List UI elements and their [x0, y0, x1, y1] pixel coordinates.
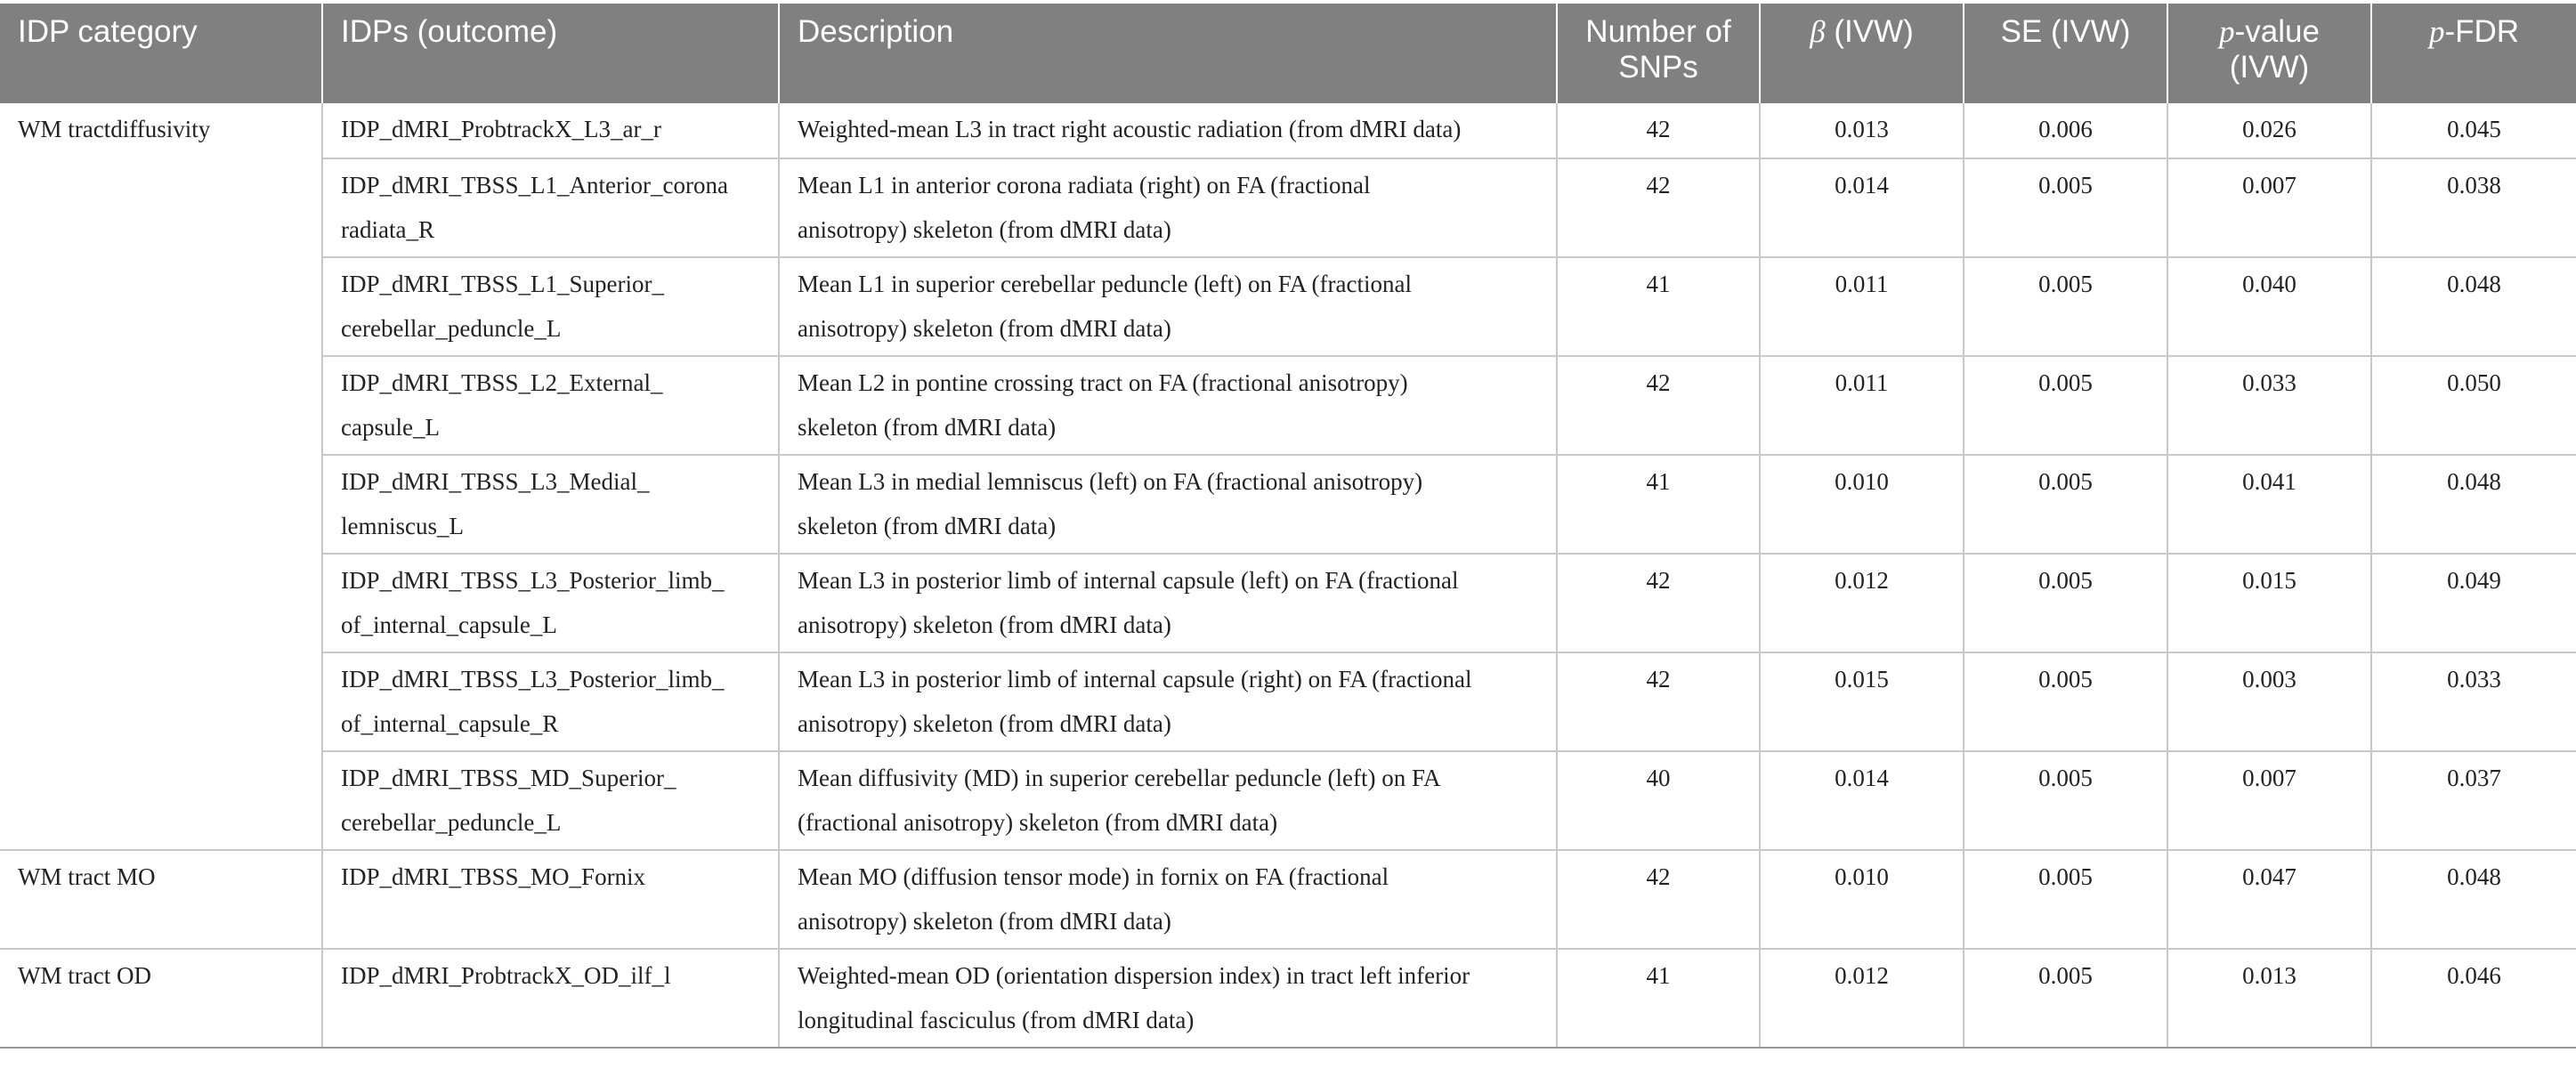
outcome-line-2: of_internal_capsule_L	[341, 611, 557, 638]
se-cell: 0.005	[1964, 949, 2167, 1048]
outcome-cell	[322, 850, 779, 949]
table-row	[0, 455, 2576, 554]
outcome-line-1: IDP_dMRI_TBSS_MO_Fornix	[341, 863, 646, 890]
se-cell: 0.005	[1964, 850, 2167, 949]
description-cell	[779, 257, 1557, 356]
se-cell: 0.005	[1964, 356, 2167, 455]
description-line-2: longitudinal fasciculus (from dMRI data)	[798, 1007, 1195, 1033]
snps-cell: 40	[1557, 751, 1760, 850]
p-fdr-cell: 0.049	[2371, 554, 2576, 652]
outcome-cell	[322, 949, 779, 1048]
description-cell	[779, 356, 1557, 455]
se-cell: 0.005	[1964, 554, 2167, 652]
description-line-1: Mean L3 in posterior limb of internal capsule (left) on FA (fractional	[798, 567, 1459, 594]
snps-cell: 42	[1557, 850, 1760, 949]
table-row	[0, 652, 2576, 751]
description-cell	[779, 158, 1557, 257]
header-number-of-snps: Number of SNPs	[1557, 4, 1760, 103]
p-fdr-cell: 0.048	[2371, 850, 2576, 949]
description-line-1: Mean L3 in posterior limb of internal capsule (right) on FA (fractional	[798, 666, 1472, 692]
description-line-2: anisotropy) skeleton (from dMRI data)	[798, 315, 1171, 342]
description-line-2: anisotropy) skeleton (from dMRI data)	[798, 216, 1171, 243]
description-cell	[779, 652, 1557, 751]
outcome-line-1: IDP_dMRI_TBSS_L1_Anterior_corona	[341, 172, 728, 198]
table-header	[0, 4, 2576, 103]
table-row	[0, 103, 2576, 158]
snps-cell: 42	[1557, 652, 1760, 751]
header-se-ivw: SE (IVW)	[1964, 4, 2167, 103]
p-fdr-cell: 0.050	[2371, 356, 2576, 455]
beta-cell: 0.010	[1760, 455, 1964, 554]
table-row	[0, 356, 2576, 455]
description-line-1: Mean L1 in anterior corona radiata (right) on FA (fractional	[798, 172, 1371, 198]
description-line-1: Mean diffusivity (MD) in superior cerebellar peduncle (left) on FA	[798, 765, 1441, 791]
category-cell: WM tractdiffusivity	[0, 103, 322, 850]
p-fdr-cell: 0.037	[2371, 751, 2576, 850]
snps-cell: 42	[1557, 356, 1760, 455]
p-fdr-cell: 0.038	[2371, 158, 2576, 257]
se-cell: 0.006	[1964, 103, 2167, 158]
description-line-1: Mean L1 in superior cerebellar peduncle (left) on FA (fractional	[798, 271, 1412, 297]
description-line-2: anisotropy) skeleton (from dMRI data)	[798, 611, 1171, 638]
beta-cell: 0.012	[1760, 554, 1964, 652]
snps-cell: 41	[1557, 949, 1760, 1048]
description-line-1: Weighted-mean L3 in tract right acoustic radiation (from dMRI data)	[798, 116, 1462, 142]
table-row	[0, 158, 2576, 257]
snps-cell: 42	[1557, 158, 1760, 257]
beta-cell: 0.011	[1760, 356, 1964, 455]
outcome-cell	[322, 652, 779, 751]
header-description: Description	[779, 4, 1557, 103]
p-value-cell: 0.007	[2167, 751, 2371, 850]
p-value-cell: 0.033	[2167, 356, 2371, 455]
description-cell	[779, 751, 1557, 850]
table-row	[0, 554, 2576, 652]
outcome-line-2: lemniscus_L	[341, 513, 464, 539]
results-table	[0, 4, 2576, 1049]
p-value-cell: 0.040	[2167, 257, 2371, 356]
outcome-line-1: IDP_dMRI_TBSS_L2_External_	[341, 369, 663, 396]
p-fdr-cell: 0.033	[2371, 652, 2576, 751]
table-row	[0, 949, 2576, 1048]
p-value-cell: 0.007	[2167, 158, 2371, 257]
se-cell: 0.005	[1964, 158, 2167, 257]
beta-cell: 0.011	[1760, 257, 1964, 356]
description-line-1: Mean L3 in medial lemniscus (left) on FA (fractional anisotropy)	[798, 468, 1423, 495]
description-cell	[779, 850, 1557, 949]
description-cell	[779, 949, 1557, 1048]
p-value-cell: 0.047	[2167, 850, 2371, 949]
category-cell: WM tract MO	[0, 850, 322, 949]
snps-cell: 42	[1557, 554, 1760, 652]
table-row	[0, 257, 2576, 356]
p-fdr-cell: 0.046	[2371, 949, 2576, 1048]
p-value-cell: 0.003	[2167, 652, 2371, 751]
p-fdr-cell: 0.048	[2371, 257, 2576, 356]
p-fdr-cell: 0.048	[2371, 455, 2576, 554]
se-cell: 0.005	[1964, 751, 2167, 850]
outcome-cell	[322, 158, 779, 257]
header-row	[0, 4, 2576, 103]
p-value-cell: 0.026	[2167, 103, 2371, 158]
outcome-cell	[322, 554, 779, 652]
description-line-2: skeleton (from dMRI data)	[798, 414, 1057, 441]
description-line-2: anisotropy) skeleton (from dMRI data)	[798, 908, 1171, 935]
description-line-2: (fractional anisotropy) skeleton (from dMRI data)	[798, 809, 1278, 836]
outcome-cell	[322, 356, 779, 455]
description-line-1: Weighted-mean OD (orientation dispersion index) in tract left inferior	[798, 962, 1470, 989]
description-line-2: anisotropy) skeleton (from dMRI data)	[798, 710, 1171, 737]
se-cell: 0.005	[1964, 455, 2167, 554]
header-idp-category: IDP category	[0, 4, 322, 103]
outcome-line-1: IDP_dMRI_ProbtrackX_L3_ar_r	[341, 116, 661, 142]
beta-cell: 0.014	[1760, 751, 1964, 850]
outcome-cell	[322, 751, 779, 850]
snps-cell: 42	[1557, 103, 1760, 158]
outcome-cell	[322, 103, 779, 158]
p-value-cell: 0.013	[2167, 949, 2371, 1048]
description-line-2: skeleton (from dMRI data)	[798, 513, 1057, 539]
outcome-line-2: cerebellar_peduncle_L	[341, 809, 562, 836]
outcome-line-2: radiata_R	[341, 216, 434, 243]
outcome-cell	[322, 257, 779, 356]
description-cell	[779, 455, 1557, 554]
outcome-line-1: IDP_dMRI_TBSS_L3_Posterior_limb_	[341, 666, 725, 692]
header-beta-ivw: β (IVW)	[1760, 4, 1964, 103]
outcome-line-1: IDP_dMRI_TBSS_L1_Superior_	[341, 271, 665, 297]
description-cell	[779, 103, 1557, 158]
snps-cell: 41	[1557, 257, 1760, 356]
p-value-cell: 0.015	[2167, 554, 2371, 652]
description-line-1: Mean L2 in pontine crossing tract on FA (fractional anisotropy)	[798, 369, 1408, 396]
se-cell: 0.005	[1964, 652, 2167, 751]
p-fdr-cell: 0.045	[2371, 103, 2576, 158]
se-cell: 0.005	[1964, 257, 2167, 356]
outcome-line-1: IDP_dMRI_TBSS_L3_Medial_	[341, 468, 650, 495]
beta-cell: 0.010	[1760, 850, 1964, 949]
snps-cell: 41	[1557, 455, 1760, 554]
table-row	[0, 751, 2576, 850]
beta-cell: 0.014	[1760, 158, 1964, 257]
outcome-line-2: of_internal_capsule_R	[341, 710, 559, 737]
beta-cell: 0.015	[1760, 652, 1964, 751]
description-line-1: Mean MO (diffusion tensor mode) in fornix on FA (fractional	[798, 863, 1389, 890]
outcome-line-1: IDP_dMRI_TBSS_MD_Superior_	[341, 765, 676, 791]
table-row	[0, 850, 2576, 949]
beta-cell: 0.012	[1760, 949, 1964, 1048]
outcome-line-1: IDP_dMRI_ProbtrackX_OD_ilf_l	[341, 962, 671, 989]
table-body	[0, 103, 2576, 1048]
outcome-cell	[322, 455, 779, 554]
header-p-value-ivw: p-value (IVW)	[2167, 4, 2371, 103]
outcome-line-1: IDP_dMRI_TBSS_L3_Posterior_limb_	[341, 567, 725, 594]
outcome-line-2: cerebellar_peduncle_L	[341, 315, 562, 342]
header-p-fdr: p-FDR	[2371, 4, 2576, 103]
description-cell	[779, 554, 1557, 652]
category-cell: WM tract OD	[0, 949, 322, 1048]
beta-cell: 0.013	[1760, 103, 1964, 158]
header-idps-outcome: IDPs (outcome)	[322, 4, 779, 103]
p-value-cell: 0.041	[2167, 455, 2371, 554]
outcome-line-2: capsule_L	[341, 414, 440, 441]
